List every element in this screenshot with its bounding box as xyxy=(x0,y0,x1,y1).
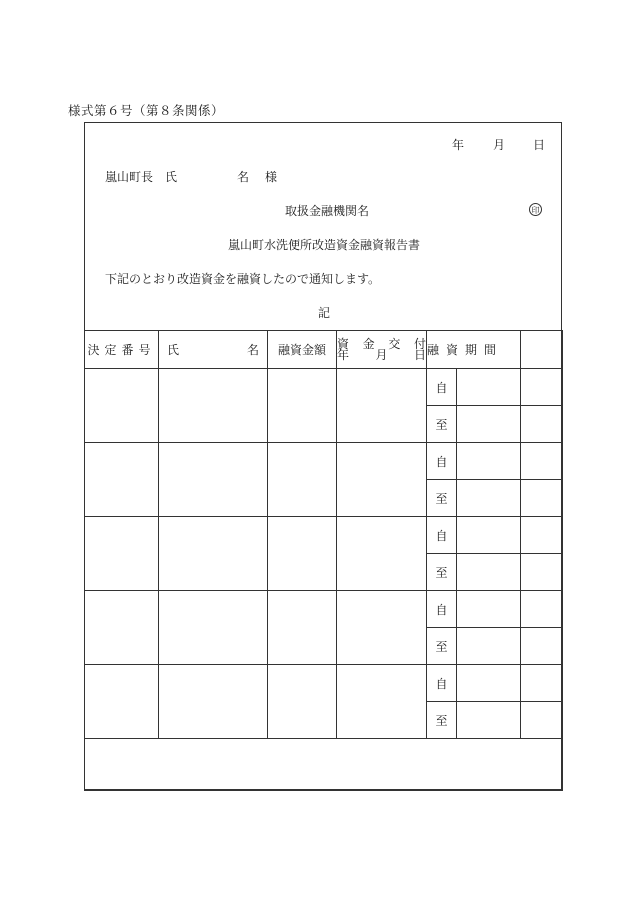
extra-cell[interactable] xyxy=(521,406,563,443)
decision-number-cell[interactable] xyxy=(85,517,159,591)
table-row xyxy=(85,369,563,406)
report-frame xyxy=(84,122,562,790)
header-fund-grant-date xyxy=(337,331,427,369)
grant-date-cell[interactable] xyxy=(337,665,427,739)
report-title: 嵐山町水洗便所改造資金融資報告書 xyxy=(227,238,420,252)
remarks-cell[interactable] xyxy=(85,739,563,791)
name-cell[interactable] xyxy=(159,369,268,443)
extra-cell[interactable] xyxy=(521,480,563,517)
header-name-part-2: 名 xyxy=(246,343,259,357)
extra-cell[interactable] xyxy=(521,517,563,554)
header-loan-period: 融資期間 xyxy=(427,331,521,369)
period-from-label: 自 xyxy=(427,591,457,628)
name-cell[interactable] xyxy=(159,517,268,591)
decision-number-cell[interactable] xyxy=(85,665,159,739)
decision-number-cell[interactable] xyxy=(85,591,159,665)
header-fund-char: 交 xyxy=(388,336,401,351)
name-cell[interactable] xyxy=(159,591,268,665)
header-loan-amount: 融資金額 xyxy=(268,331,337,369)
grant-date-cell[interactable] xyxy=(337,443,427,517)
period-to-label: 至 xyxy=(427,702,457,739)
extra-cell[interactable] xyxy=(521,702,563,739)
table-footer-row xyxy=(85,739,563,791)
header-date-year: 年 xyxy=(337,347,350,362)
period-from-label: 自 xyxy=(427,443,457,480)
name-cell[interactable] xyxy=(159,443,268,517)
period-to-cell[interactable] xyxy=(457,406,521,443)
period-to-label: 至 xyxy=(427,406,457,443)
date-year-label: 年 xyxy=(452,138,465,152)
period-from-label: 自 xyxy=(427,517,457,554)
decision-number-cell[interactable] xyxy=(85,369,159,443)
loan-amount-cell[interactable] xyxy=(268,517,337,591)
period-to-cell[interactable] xyxy=(457,628,521,665)
addressee: 嵐山町長 氏 xyxy=(105,170,178,184)
period-from-label: 自 xyxy=(427,665,457,702)
extra-cell[interactable] xyxy=(521,443,563,480)
extra-cell[interactable] xyxy=(521,665,563,702)
extra-cell[interactable] xyxy=(521,591,563,628)
header-blank xyxy=(521,331,563,369)
extra-cell[interactable] xyxy=(521,628,563,665)
period-from-cell[interactable] xyxy=(457,443,521,480)
ki-label: 記 xyxy=(317,306,330,320)
extra-cell[interactable] xyxy=(521,554,563,591)
table-row xyxy=(85,517,563,554)
seal-icon: 印 xyxy=(529,203,542,216)
period-from-cell[interactable] xyxy=(457,369,521,406)
loan-table xyxy=(84,330,563,791)
date-month-label: 月 xyxy=(493,138,506,152)
grant-date-cell[interactable] xyxy=(337,517,427,591)
period-to-cell[interactable] xyxy=(457,480,521,517)
form-label: 様式第６号（第８条関係） xyxy=(68,103,225,118)
loan-amount-cell[interactable] xyxy=(268,369,337,443)
period-from-cell[interactable] xyxy=(457,591,521,628)
table-header-row xyxy=(85,331,563,369)
header-name-part-1: 氏 xyxy=(167,343,180,357)
header-name xyxy=(159,331,268,369)
table-row xyxy=(85,591,563,628)
period-from-cell[interactable] xyxy=(457,665,521,702)
header-date-day: 日 xyxy=(413,347,426,362)
loan-amount-cell[interactable] xyxy=(268,591,337,665)
header-date-month: 月 xyxy=(375,347,388,362)
period-from-cell[interactable] xyxy=(457,517,521,554)
institution-label: 取扱金融機関名 xyxy=(285,204,370,218)
addressee-name: 名 様 xyxy=(237,170,280,184)
period-to-label: 至 xyxy=(427,554,457,591)
period-to-label: 至 xyxy=(427,480,457,517)
header-decision-number: 決定番号 xyxy=(85,331,159,369)
period-to-cell[interactable] xyxy=(457,554,521,591)
table-row xyxy=(85,443,563,480)
header-fund-char: 付 xyxy=(413,336,426,351)
header-fund-char: 資 xyxy=(337,336,350,351)
period-from-label: 自 xyxy=(427,369,457,406)
name-cell[interactable] xyxy=(159,665,268,739)
date-day-label: 日 xyxy=(533,138,546,152)
loan-amount-cell[interactable] xyxy=(268,443,337,517)
header-fund-char: 金 xyxy=(362,336,375,351)
period-to-label: 至 xyxy=(427,628,457,665)
notice-text: 下記のとおり改造資金を融資したので通知します。 xyxy=(105,272,381,286)
grant-date-cell[interactable] xyxy=(337,591,427,665)
period-to-cell[interactable] xyxy=(457,702,521,739)
extra-cell[interactable] xyxy=(521,369,563,406)
grant-date-cell[interactable] xyxy=(337,369,427,443)
decision-number-cell[interactable] xyxy=(85,443,159,517)
table-row xyxy=(85,665,563,702)
loan-amount-cell[interactable] xyxy=(268,665,337,739)
